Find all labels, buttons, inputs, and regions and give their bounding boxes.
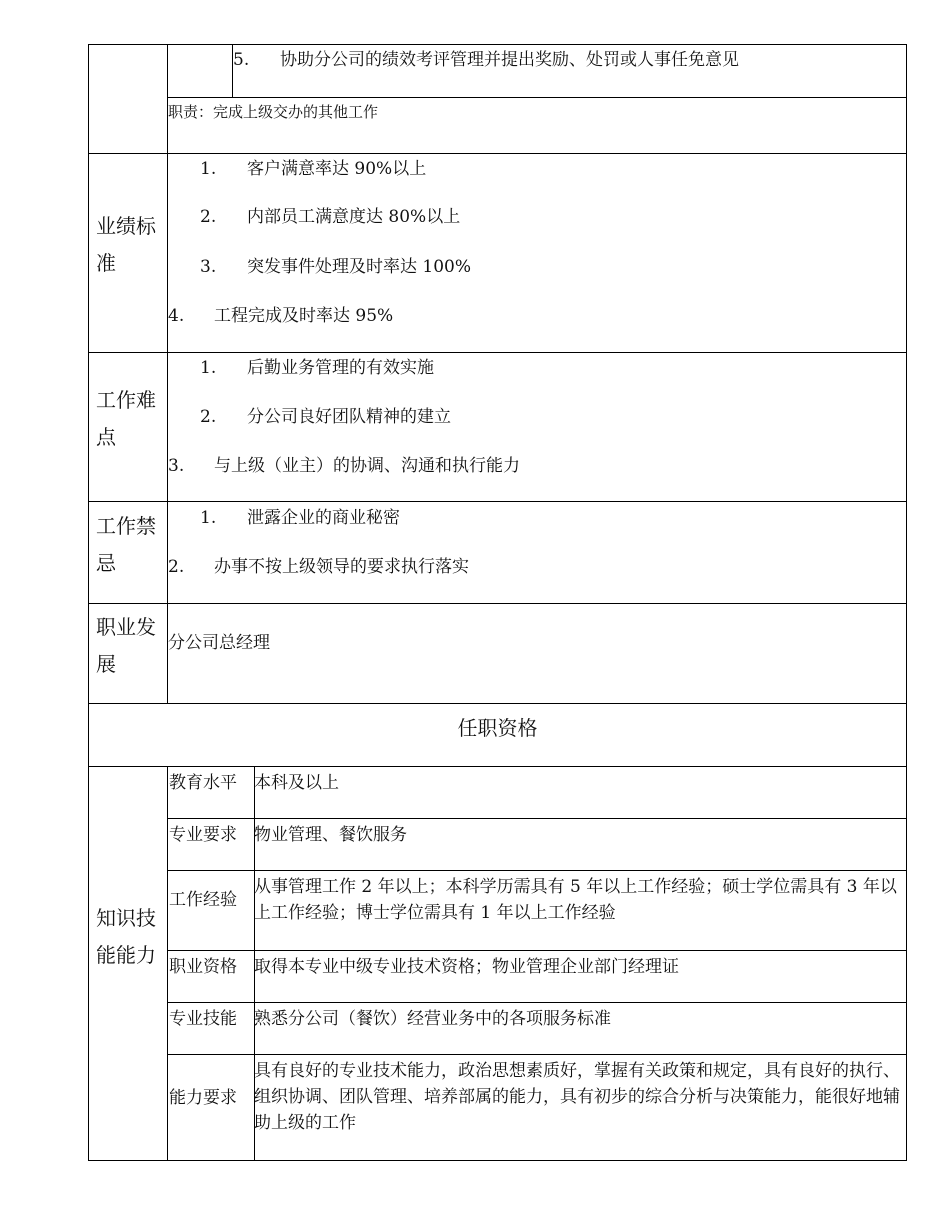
difficulty-item-text: 与上级（业主）的协调、沟通和执行能力 bbox=[214, 456, 520, 476]
certification-label: 职业资格 bbox=[169, 957, 237, 977]
difficulty-item-text: 后勤业务管理的有效实施 bbox=[247, 358, 434, 378]
education-label: 教育水平 bbox=[169, 773, 237, 793]
performance-item-number: 3. bbox=[200, 257, 217, 277]
experience-label: 工作经验 bbox=[169, 890, 237, 910]
row-divider bbox=[167, 1054, 907, 1055]
professional-skill-value: 熟悉分公司（餐饮）经营业务中的各项服务标准 bbox=[254, 1009, 611, 1029]
row-divider bbox=[167, 97, 907, 98]
performance-item-text: 内部员工满意度达 80%以上 bbox=[247, 207, 461, 227]
experience-value: 从事管理工作 2 年以上；本科学历需具有 5 年以上工作经验；硕士学位需具有 3 年以上工作经验；博士学位需具有 1 年以上工作经验 bbox=[254, 877, 897, 923]
table-border-right bbox=[906, 44, 907, 1161]
row-divider bbox=[88, 766, 907, 767]
taboo-item-text: 办事不按上级领导的要求执行落实 bbox=[214, 557, 469, 577]
row-divider bbox=[88, 603, 907, 604]
taboo-item-text: 泄露企业的商业秘密 bbox=[247, 508, 400, 528]
career-label: 职业发展 bbox=[96, 615, 156, 676]
ability-value: 具有良好的专业技术能力，政治思想素质好，掌握有关政策和规定，具有良好的执行、组织协调、团队管理、培养部属的能力，具有初步的综合分析与决策能力，能很好地辅助上级的工作 bbox=[254, 1061, 900, 1133]
difficulty-item-number: 2. bbox=[200, 407, 217, 427]
taboo-item-number: 1. bbox=[200, 508, 217, 528]
professional-skill-label: 专业技能 bbox=[169, 1009, 237, 1029]
row-divider bbox=[167, 950, 907, 951]
difficulty-item-text: 分公司良好团队精神的建立 bbox=[247, 407, 451, 427]
performance-item-number: 4. bbox=[168, 306, 185, 326]
performance-item-text: 工程完成及时率达 95% bbox=[214, 306, 394, 326]
row-divider bbox=[88, 153, 907, 154]
row-divider bbox=[88, 501, 907, 502]
row-divider bbox=[88, 703, 907, 704]
education-value: 本科及以上 bbox=[254, 773, 339, 793]
duty-item-text: 协助分公司的绩效考评管理并提出奖励、处罚或人事任免意见 bbox=[280, 50, 739, 70]
performance-label: 业绩标准 bbox=[96, 214, 156, 275]
table-border-left bbox=[88, 44, 89, 1161]
table-border-top bbox=[88, 44, 907, 45]
career-value: 分公司总经理 bbox=[168, 633, 270, 653]
ability-label: 能力要求 bbox=[169, 1088, 237, 1108]
column-divider bbox=[167, 44, 168, 704]
column-divider bbox=[167, 766, 168, 1161]
certification-value: 取得本专业中级专业技术资格；物业管理企业部门经理证 bbox=[254, 957, 679, 977]
row-divider bbox=[167, 870, 907, 871]
performance-item-number: 1. bbox=[200, 159, 217, 179]
performance-item-text: 突发事件处理及时率达 100% bbox=[247, 257, 472, 277]
duty-other: 职责：完成上级交办的其他工作 bbox=[168, 103, 379, 121]
duty-item-number: 5. bbox=[233, 50, 250, 70]
difficulty-item-number: 1. bbox=[200, 358, 217, 378]
difficulty-label: 工作难点 bbox=[96, 388, 156, 449]
performance-item-text: 客户满意率达 90%以上 bbox=[247, 159, 427, 179]
table-border-bottom bbox=[88, 1160, 907, 1161]
row-divider bbox=[88, 352, 907, 353]
difficulty-item-number: 3. bbox=[168, 456, 185, 476]
row-divider bbox=[167, 818, 907, 819]
performance-item-number: 2. bbox=[200, 207, 217, 227]
taboo-item-number: 2. bbox=[168, 557, 185, 577]
major-label: 专业要求 bbox=[169, 825, 237, 845]
qualification-title: 任职资格 bbox=[457, 716, 538, 740]
skills-group-label: 知识技能能力 bbox=[96, 906, 156, 967]
row-divider bbox=[167, 1002, 907, 1003]
taboo-label: 工作禁忌 bbox=[96, 514, 156, 575]
major-value: 物业管理、餐饮服务 bbox=[254, 825, 407, 845]
